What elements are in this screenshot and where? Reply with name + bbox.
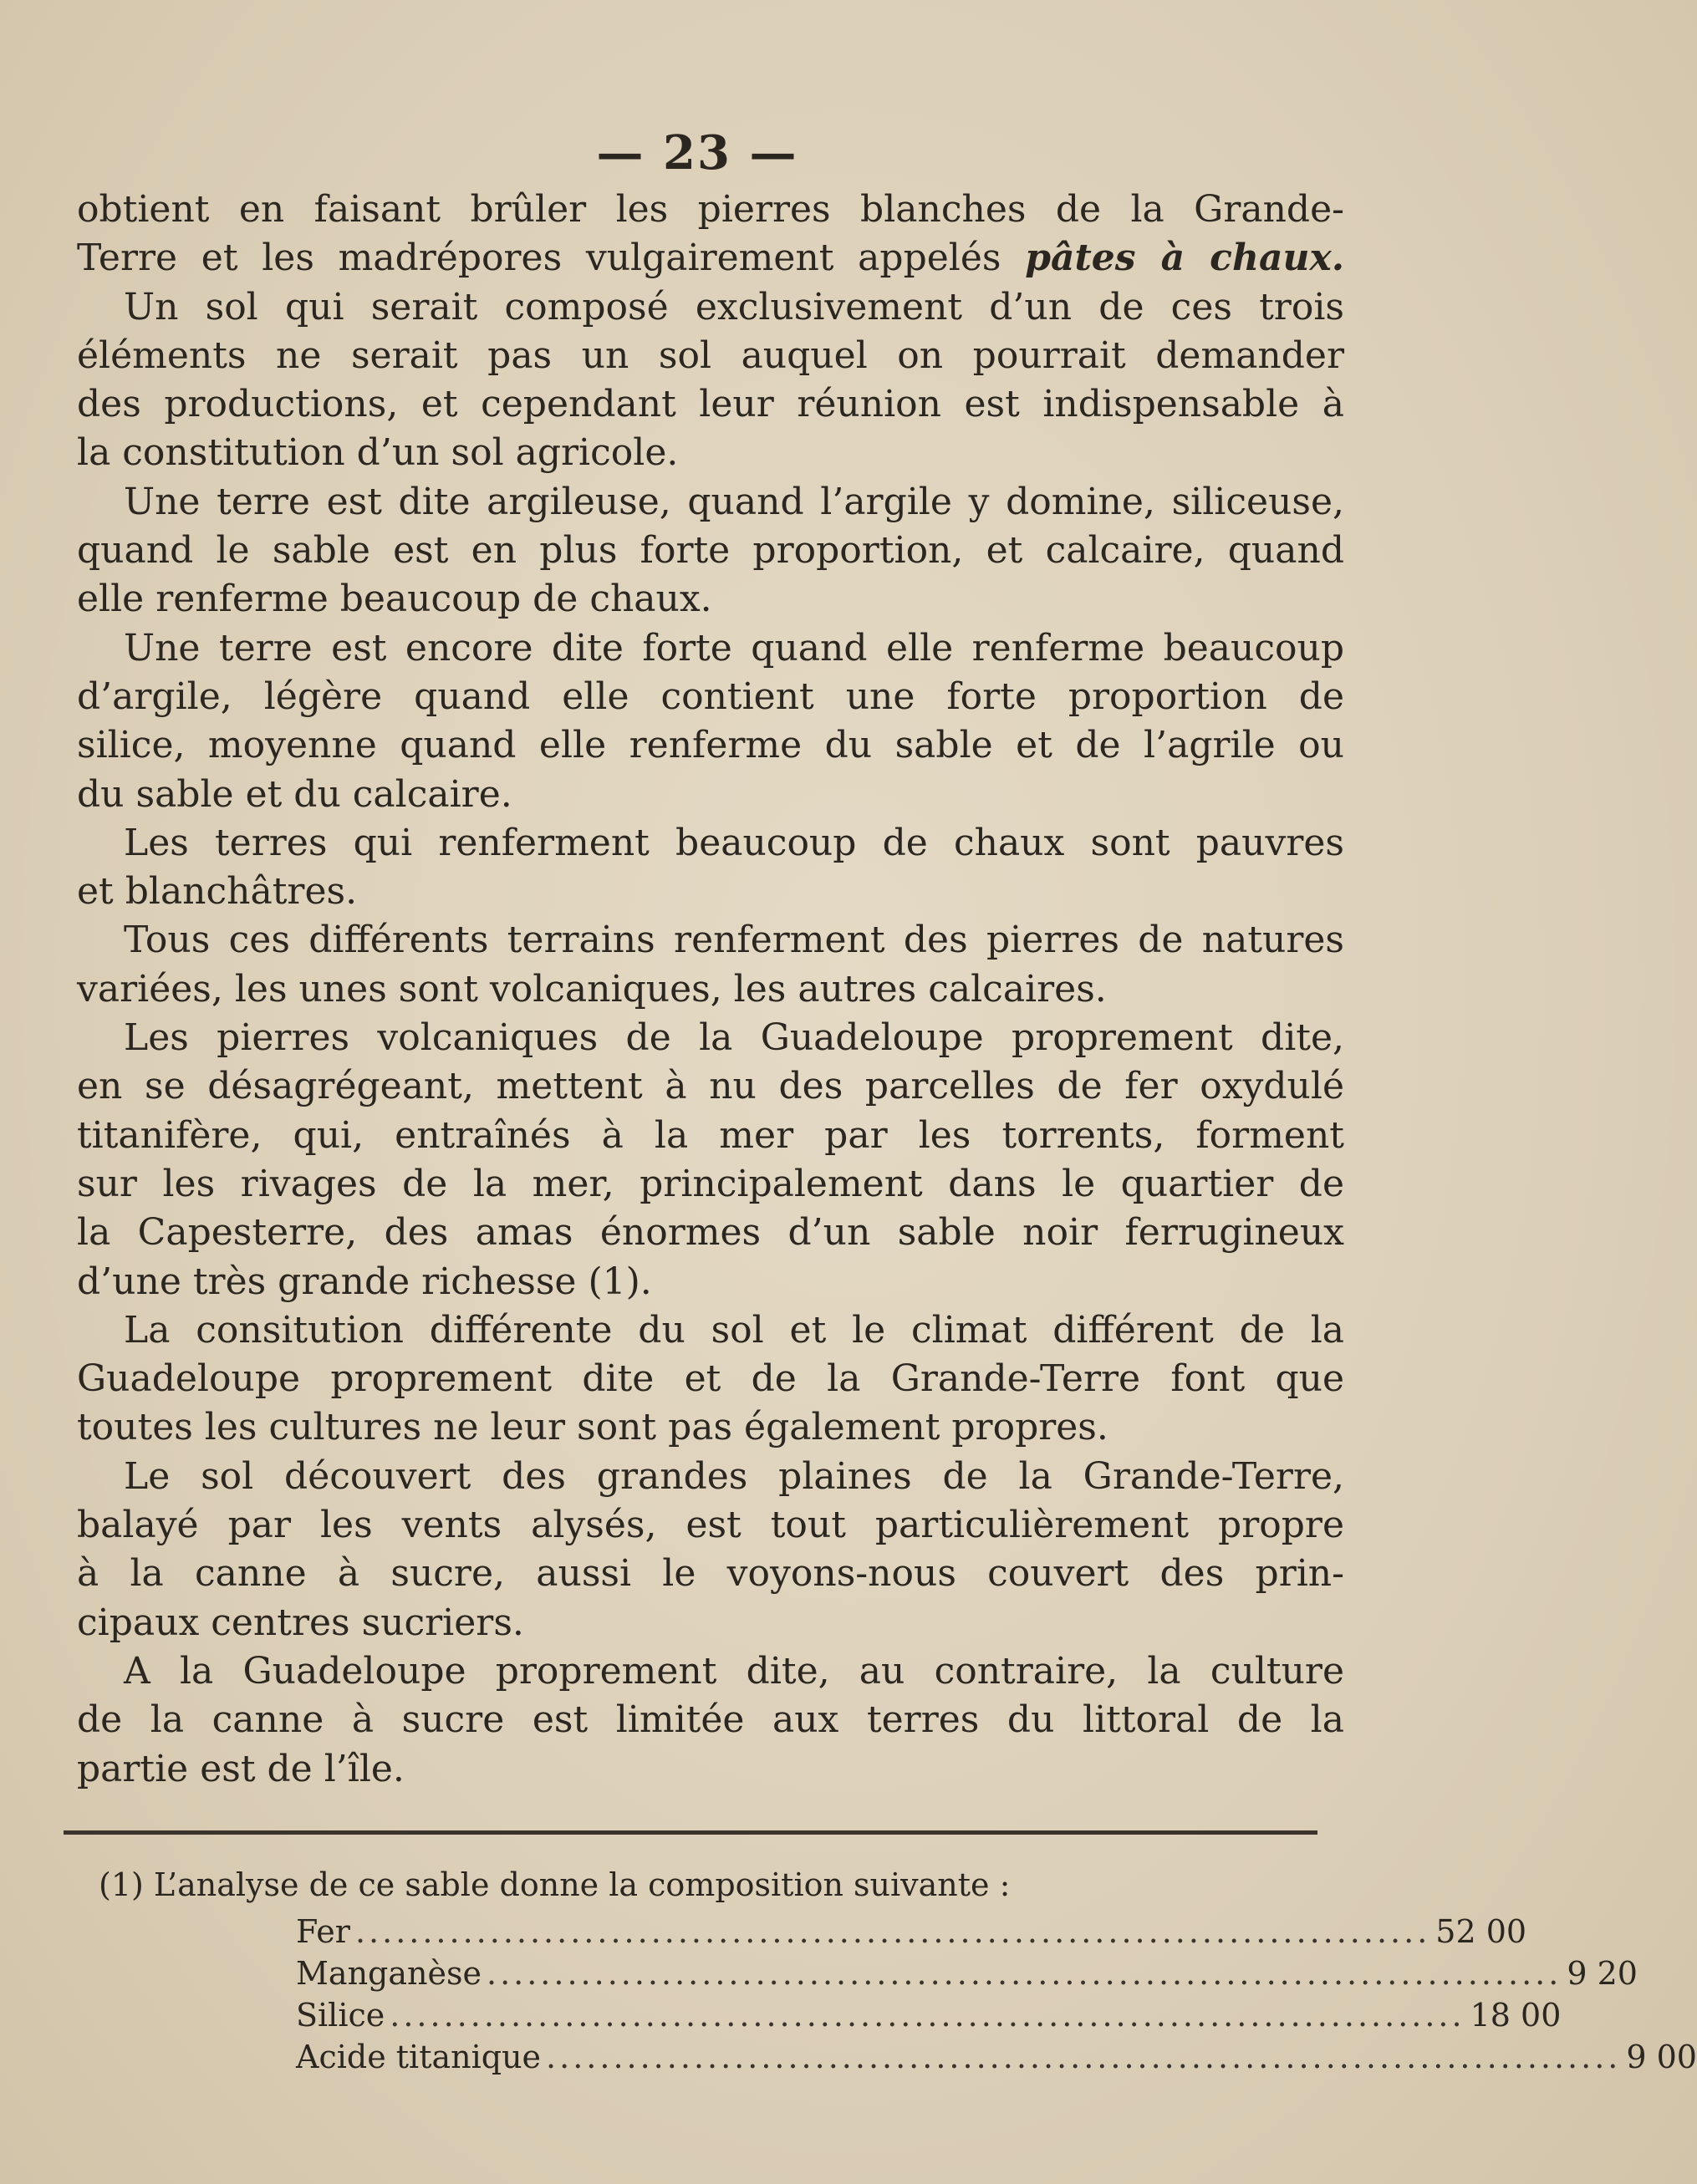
footnote-divider [64, 1830, 1317, 1835]
leader-dots: ................................................................................ [390, 1997, 1465, 2034]
composition-name: Silice [296, 1997, 385, 2034]
text-line-content: elle renferme beaucoup de chaux. [77, 578, 712, 621]
composition-row [296, 1994, 1562, 2036]
text-line [77, 1355, 1344, 1403]
text-line [77, 1745, 1344, 1794]
text-line-content: d’une très grande richesse (1). [77, 1260, 652, 1303]
footnote-text: (1) L’analyse de ce sable donne la composition suivante : [99, 1866, 1011, 1903]
text-line [77, 1062, 1344, 1111]
italic-phrase: pâtes à chaux. [1025, 237, 1345, 280]
text-line-content: balayé par les vents alysés, est tout particulièrement propre [77, 1504, 1344, 1547]
text-line [77, 1209, 1344, 1257]
text-line-content: Les pierres volcaniques de la Guadeloupe proprement dite, [124, 1016, 1344, 1060]
text-line-content: silice, moyenne quand elle renferme du sable et de l’agrile ou [77, 724, 1344, 767]
text-line [77, 965, 1344, 1014]
composition-value: 52 00 [1435, 1913, 1527, 1950]
text-line [77, 380, 1344, 429]
text-line-content: et blanchâtres. [77, 870, 358, 914]
text-line-content: variées, les unes sont volcaniques, les autres calcaires. [77, 967, 1107, 1011]
text-line [77, 234, 1344, 283]
text-line-content: la constitution d’un sol agricole. [77, 431, 679, 475]
composition-row [296, 1952, 1638, 1994]
text-line [77, 527, 1344, 575]
text-line [77, 1160, 1344, 1209]
text-line [77, 1550, 1344, 1598]
text-line [77, 1647, 1344, 1696]
text-line [77, 771, 1344, 819]
composition-value: 9 00 [1626, 2039, 1697, 2075]
composition-value: 9 20 [1567, 1955, 1638, 1992]
text-line-content: obtient en faisant brûler les pierres blanches de la Grande- [77, 188, 1344, 231]
composition-name: Acide titanique [296, 2039, 542, 2075]
text-line [77, 429, 1344, 477]
text-line [77, 819, 1344, 868]
text-line [77, 283, 1344, 332]
text-line-content: de la canne à sucre est limitée aux terres du littoral de la [77, 1698, 1344, 1742]
text-line-content: Terre et les madrépores vulgairement appelés [77, 237, 1026, 280]
text-line-content: titanifère, qui, entraînés à la mer par les torrents, forment [77, 1113, 1344, 1157]
text-line [77, 1501, 1344, 1550]
text-line [77, 1258, 1344, 1306]
text-line-content: partie est de l’île. [77, 1747, 405, 1790]
leader-dots: ................................................................................ [546, 2039, 1622, 2075]
text-line [77, 186, 1344, 234]
text-line-content: La consitution différente du sol et le climat différent de la [124, 1308, 1344, 1352]
text-line [77, 1112, 1344, 1160]
text-line [77, 916, 1344, 965]
text-line [77, 575, 1344, 624]
composition-table [296, 1911, 1697, 2078]
text-line-content: éléments ne serait pas un sol auquel on pourrait demander [77, 333, 1344, 377]
text-line [77, 1696, 1344, 1744]
text-line [77, 1599, 1344, 1647]
text-line-content: la Capesterre, des amas énormes d’un sable noir ferrugineux [77, 1211, 1344, 1255]
text-line-content: Une terre est dite argileuse, quand l’argile y domine, siliceuse, [124, 480, 1344, 523]
text-line-content: Les terres qui renferment beaucoup de chaux sont pauvres [124, 821, 1344, 864]
text-line [77, 721, 1344, 770]
text-line [77, 1014, 1344, 1062]
text-line [77, 1453, 1344, 1501]
composition-value: 18 00 [1470, 1997, 1562, 2034]
text-line-content: A la Guadeloupe proprement dite, au contraire, la culture [124, 1649, 1344, 1693]
text-line-content: Une terre est encore dite forte quand elle renferme beaucoup [124, 626, 1344, 669]
text-line-content: sur les rivages de la mer, principalement dans le quartier de [77, 1162, 1344, 1205]
text-line-content: d’argile, légère quand elle contient une forte proportion de [77, 675, 1344, 718]
text-line-content: en se désagrégeant, mettent à nu des parcelles de fer oxydulé [77, 1065, 1344, 1108]
text-line-content: Guadeloupe proprement dite et de la Grande-Terre font que [77, 1357, 1344, 1401]
text-line [77, 1403, 1344, 1452]
text-line-content: Un sol qui serait composé exclusivement d’un de ces trois [124, 285, 1344, 328]
text-line-content: toutes les cultures ne leur sont pas également propres. [77, 1406, 1108, 1449]
composition-name: Fer [296, 1913, 350, 1950]
text-line-content: Tous ces différents terrains renferment des pierres de natures [124, 919, 1344, 962]
text-line [77, 673, 1344, 721]
text-line [77, 868, 1344, 916]
text-line [77, 478, 1344, 527]
composition-row [296, 2036, 1697, 2078]
composition-row [296, 1911, 1527, 1952]
text-line [77, 332, 1344, 380]
text-line-content: quand le sable est en plus forte proportion, et calcaire, quand [77, 529, 1344, 573]
page-number: — 23 — [596, 125, 798, 181]
text-line-content: Le sol découvert des grandes plaines de la Grande-Terre, [124, 1454, 1344, 1498]
composition-name: Manganèse [296, 1955, 482, 1992]
text-line [77, 1306, 1344, 1355]
body-text [77, 186, 1344, 1794]
text-line-content: des productions, et cependant leur réunion est indispensable à [77, 383, 1344, 426]
text-line [77, 624, 1344, 673]
text-line-content: du sable et du calcaire. [77, 772, 512, 816]
leader-dots: ................................................................................ [354, 1913, 1431, 1950]
footnote [99, 1862, 1135, 1907]
text-line-content: à la canne à sucre, aussi le voyons-nous couvert des prin- [77, 1552, 1344, 1596]
text-line-content: cipaux centres sucriers. [77, 1601, 524, 1644]
leader-dots: ................................................................................ [486, 1955, 1562, 1992]
